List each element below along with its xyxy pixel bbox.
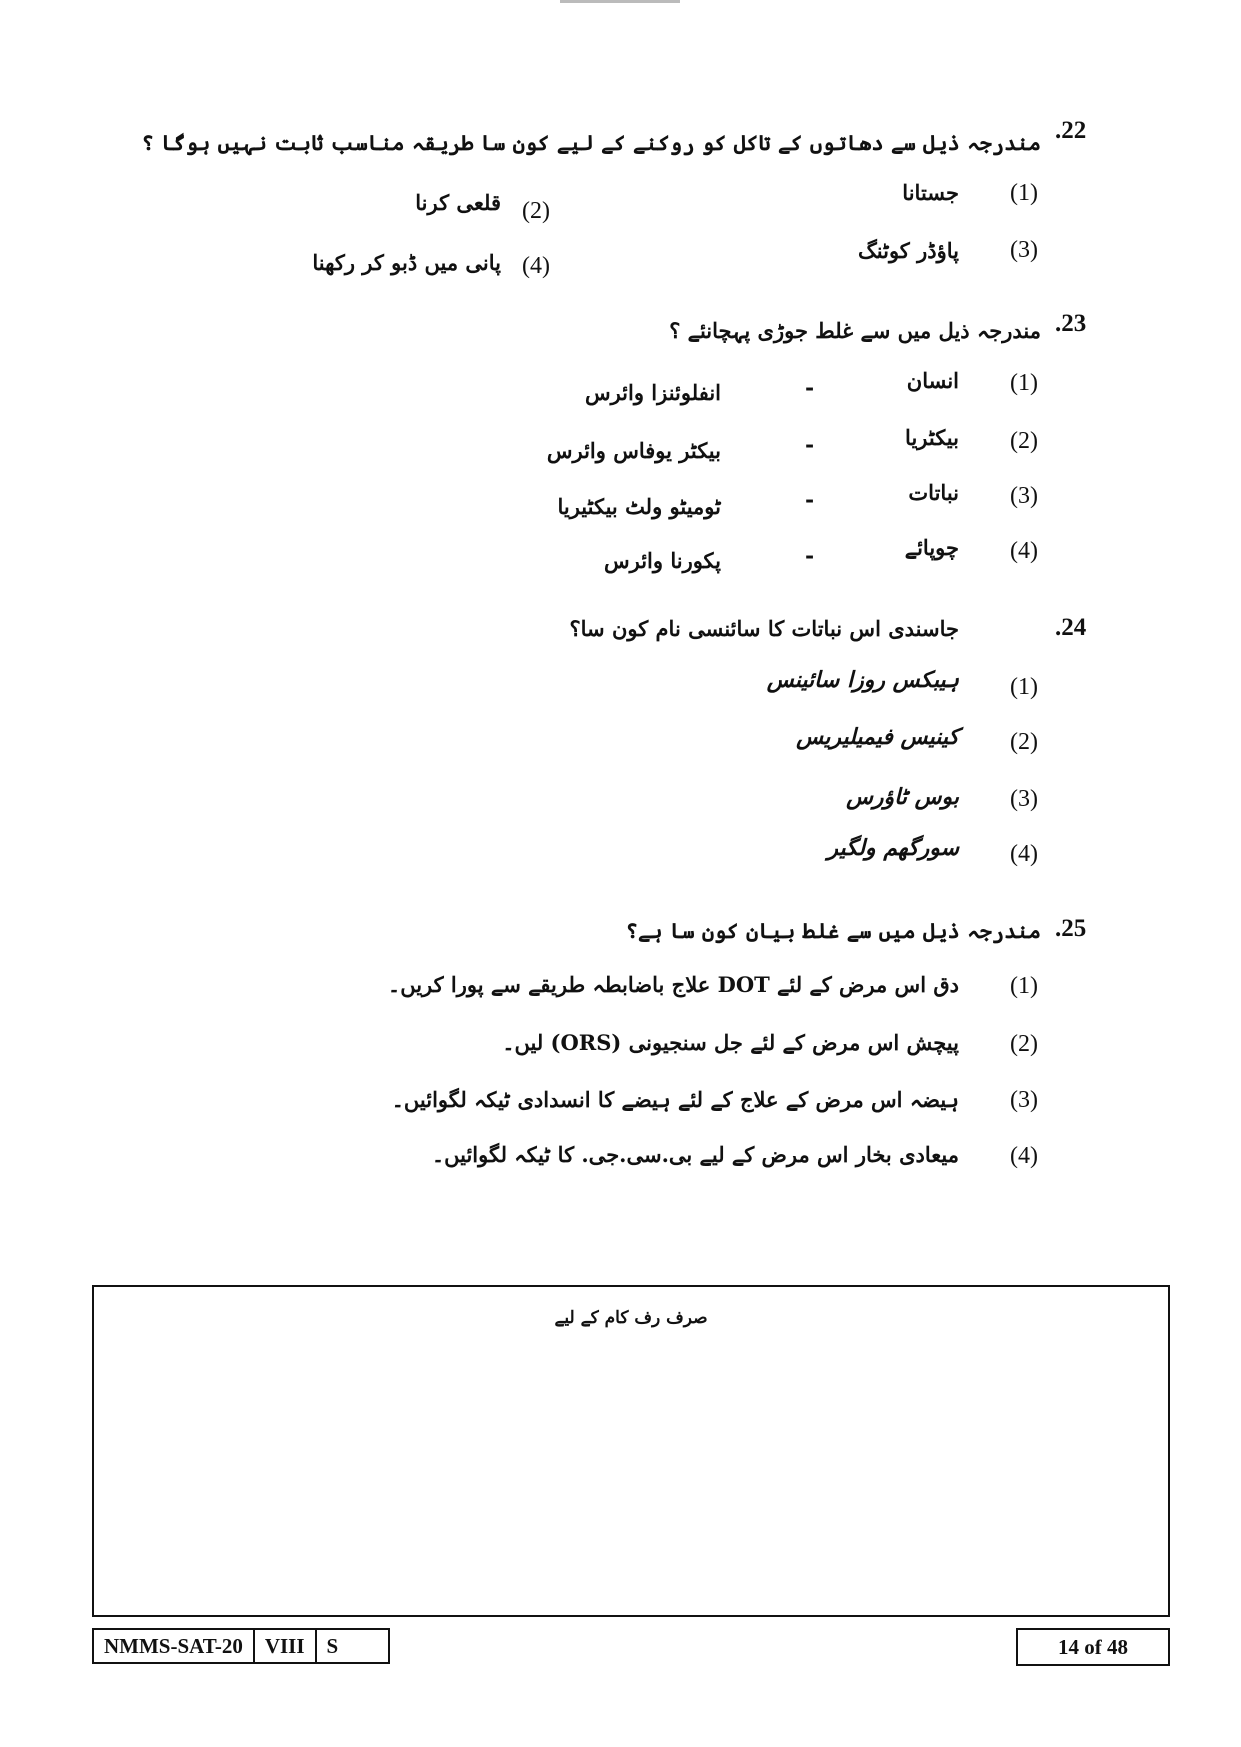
class-code: VIII xyxy=(255,1630,317,1662)
scientific-name: بوس ٹاؤرس xyxy=(846,784,959,810)
option-number: (4) xyxy=(1010,538,1038,564)
question-text: مندرجہ ذیل میں سے غلط بیان کون سا ہے؟ xyxy=(625,918,1041,943)
option-text: جستانا xyxy=(902,180,959,205)
option-number: (1) xyxy=(1010,370,1038,396)
pair-dash: - xyxy=(805,543,815,569)
option-text: پانی میں ڈبو کر رکھنا xyxy=(312,250,501,275)
question-text: جاسندی اس نباتات کا سائنسی نام کون سا؟ xyxy=(569,616,959,641)
set-code: S xyxy=(326,1634,339,1658)
question-number: .22 xyxy=(1055,117,1087,144)
exam-code: NMMS-SAT-20 xyxy=(94,1630,255,1662)
question-number: .24 xyxy=(1055,614,1087,641)
option-number: (1) xyxy=(1010,973,1038,999)
pair-left: انسان xyxy=(906,368,959,393)
scientific-name: کینیس فیمیلیریس xyxy=(796,724,959,750)
option-text: پاؤڈر کوٹنگ xyxy=(857,238,959,263)
pair-left: نباتات xyxy=(908,480,959,505)
option-number: (4) xyxy=(1010,1143,1038,1169)
option-text: ہیضہ اس مرض کے علاج کے لئے ہیضے کا انسدادی ٹیکہ لگوائیں۔ xyxy=(391,1087,959,1112)
pair-dash: - xyxy=(805,487,815,513)
option-number: (4) xyxy=(1010,841,1038,867)
pair-right: بیکٹر یوفاس وائرس xyxy=(546,438,721,463)
option-number: (2) xyxy=(522,198,550,224)
scientific-name: سورگھم ولگیر xyxy=(827,835,959,861)
rough-work-label: صرف رف کام کے لیے xyxy=(554,1308,708,1328)
question-text: مندرجہ ذیل سے دھاتوں کے تاکل کو روکنے کے لیے کون سا طریقہ مناسب ثابت نہیں ہوگا ؟ xyxy=(141,130,1041,155)
option-number: (1) xyxy=(1010,180,1038,206)
option-number: (2) xyxy=(1010,729,1038,755)
question-number: .23 xyxy=(1055,310,1087,337)
option-number: (3) xyxy=(1010,786,1038,812)
option-number: (3) xyxy=(1010,1087,1038,1113)
option-number: (3) xyxy=(1010,237,1038,263)
option-text: میعادی بخار اس مرض کے لیے بی.سی.جی. کا ٹیکہ لگوائیں۔ xyxy=(431,1142,959,1167)
page-number: 14 of 48 xyxy=(1016,1628,1170,1666)
pair-right: ٹومیٹو ولٹ بیکٹیریا xyxy=(557,494,721,519)
pair-right: پکورنا وائرس xyxy=(603,548,721,573)
pair-left: بیکٹریا xyxy=(905,425,959,450)
pair-right: انفلوئنزا وائرس xyxy=(584,380,721,405)
rough-work-box xyxy=(92,1285,1170,1617)
question-number: .25 xyxy=(1055,915,1087,942)
pair-left: چوپائے xyxy=(904,535,959,560)
option-text: پیچش اس مرض کے لئے جل سنجیونی (ORS) لیں۔ xyxy=(502,1030,959,1055)
question-text: مندرجہ ذیل میں سے غلط جوڑی پہچانئے ؟ xyxy=(669,318,1041,343)
option-number: (3) xyxy=(1010,483,1038,509)
option-text: قلعی کرنا xyxy=(415,190,501,215)
pair-dash: - xyxy=(805,432,815,458)
exam-code-box xyxy=(92,1628,390,1664)
option-number: (4) xyxy=(522,253,550,279)
scan-mark xyxy=(560,0,680,3)
pair-dash: - xyxy=(805,375,815,401)
option-number: (2) xyxy=(1010,1031,1038,1057)
option-text: دق اس مرض کے لئے DOT علاج باضابطہ طریقے سے پورا کریں۔ xyxy=(387,972,959,997)
scientific-name: ہیبکس روزا سائینس xyxy=(766,667,959,693)
option-number: (1) xyxy=(1010,674,1038,700)
option-number: (2) xyxy=(1010,428,1038,454)
